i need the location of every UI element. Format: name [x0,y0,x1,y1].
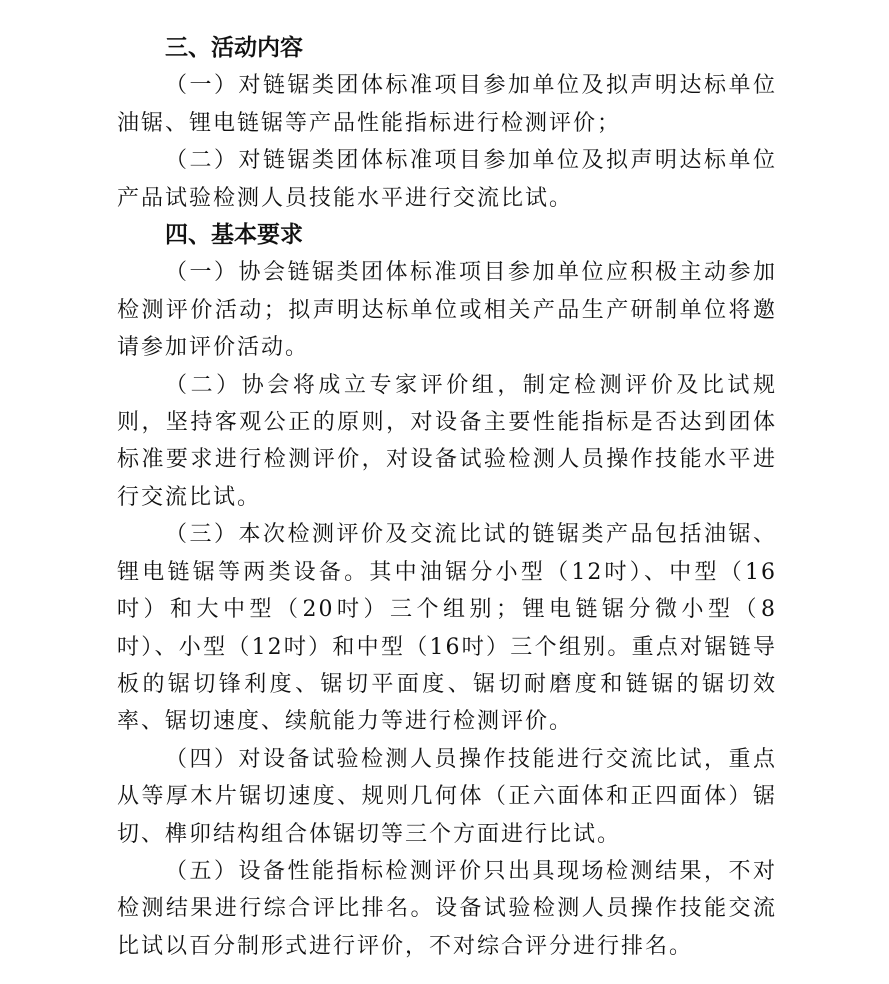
document-page [117,30,777,965]
paragraph-activity-2: （二）对链锯类团体标准项目参加单位及拟声明达标单位产品试验检测人员技能水平进行交流比试。 [117,148,777,211]
paragraph-requirement-3: （三）本次检测评价及交流比试的链锯类产品包括油锯、锂电链锯等两类设备。其中油锯分小型（12吋）、中型（16吋）和大中型（20吋）三个组别；锂电链锯分微小型（8吋）、小型（12吋）和中型（16吋）三个组别。重点对锯链导板的锯切锋利度、锯切平面度、锯切耐磨度和链锯的锯切效率、锯切速度、续航能力等进行检测评价。 [117,522,777,735]
paragraph-requirement-4: （四）对设备试验检测人员操作技能进行交流比试，重点从等厚木片锯切速度、规则几何体（正六面体和正四面体）锯切、榫卯结构组合体锯切等三个方面进行比试。 [117,746,777,847]
paragraph-activity-1: （一）对链锯类团体标准项目参加单位及拟声明达标单位油锯、锂电链锯等产品性能指标进行检测评价； [117,73,777,136]
paragraph-requirement-1: （一）协会链锯类团体标准项目参加单位应积极主动参加检测评价活动；拟声明达标单位或相关产品生产研制单位将邀请参加评价活动。 [117,260,777,361]
section-heading-activity-content: 三、活动内容 [165,35,303,61]
section-heading-basic-requirements: 四、基本要求 [165,222,303,249]
paragraph-requirement-2: （二）协会将成立专家评价组，制定检测评价及比试规则，坚持客观公正的原则，对设备主要性能指标是否达到团体标准要求进行检测评价，对设备试验检测人员操作技能水平进行交流比试。 [117,372,777,510]
paragraph-requirement-5: （五）设备性能指标检测评价只出具现场检测结果，不对检测结果进行综合评比排名。设备试验检测人员操作技能交流比试以百分制形式进行评价，不对综合评分进行排名。 [117,858,777,959]
